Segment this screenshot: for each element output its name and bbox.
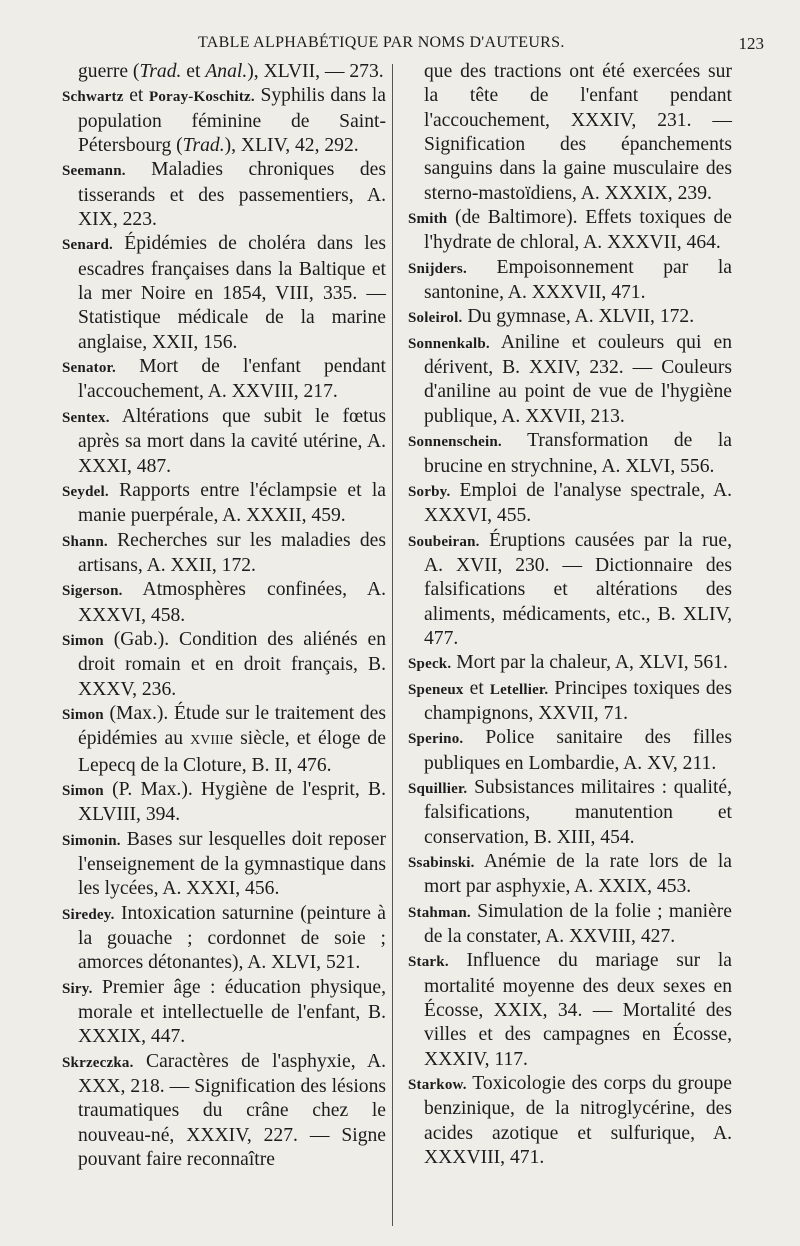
entry-text: Altérations que subit le fœtus après sa mort dans la cavité utérine, A. XXXI, 487.	[78, 405, 386, 477]
index-entry	[62, 405, 386, 479]
entry-text: Du gymnase, A. XLVII, 172.	[462, 306, 695, 328]
entry-text: et	[463, 677, 490, 699]
author-name: Seydel.	[62, 483, 109, 500]
index-entry	[408, 677, 732, 727]
index-entry	[62, 578, 386, 628]
author-name: Sonnenschein.	[408, 434, 502, 451]
author-name: Sorby.	[408, 483, 451, 500]
entry-text: ), XLIV, 42, 292.	[224, 135, 359, 157]
entry-text: Empoisonnement par la santonine, A. XXXVII, 471.	[424, 256, 732, 304]
entry-text: Influence du mariage sur la mortalité moyenne des deux sexes en Écosse, XXIX, 34. — Mortalité des villes et des campagnes en Écosse, XXXIV, 117.	[424, 950, 732, 1070]
author-name: Schwartz	[62, 89, 124, 106]
index-entry	[62, 628, 386, 702]
author-name: Simon	[62, 706, 104, 723]
entry-text: que des tractions ont été exercées sur la tête de l'enfant pendant l'accouchement, XXXIV, 231. — Signification des épanchements sanguins dans la gaine musculaire des sterno-mastoïdiens, A. XXXIX, 239.	[424, 61, 732, 204]
index-entry	[62, 479, 386, 529]
entry-text: Premier âge : éducation physique, morale et intellectuelle de l'enfant, B. XXXIX, 447.	[78, 976, 386, 1048]
entry-text: Anémie de la rate lors de la mort par asphyxie, A. XXIX, 453.	[424, 851, 732, 898]
entry-text: Subsistances militaires : qualité, falsifications, manutention et conservation, B. XIII, 454.	[424, 776, 732, 848]
index-entry	[408, 850, 732, 900]
entry-text: Éruptions causées par la rue, A. XVII, 230. — Dictionnaire des falsifications et altérations des aliments, médicaments, etc., B. XLIV, 477.	[424, 529, 732, 649]
author-name: Stark.	[408, 954, 449, 971]
entry-text: e siècle, et éloge de Lepecq de la Cloture, B. II, 476.	[78, 728, 386, 776]
index-entry	[408, 651, 732, 676]
author-name: Sigerson.	[62, 583, 123, 600]
running-title: TABLE ALPHABÉTIQUE PAR NOMS D'AUTEURS.	[198, 34, 565, 51]
entry-text: Syphilis dans la population féminine de Saint-Pétersbourg (	[78, 85, 387, 157]
author-name: Speck.	[408, 656, 452, 673]
entry-text: Bases sur lesquelles doit reposer l'enseignement de la gymnastique dans les lycées, A. XXXI, 456.	[78, 828, 386, 900]
entry-text: et	[123, 85, 149, 107]
author-name: Senator.	[62, 360, 116, 377]
entry-text: (P. Max.). Hygiène de l'esprit, B. XLVIII, 394.	[78, 778, 386, 826]
index-entry	[408, 479, 732, 529]
author-name: Squillier.	[408, 780, 468, 797]
index-entry	[408, 256, 732, 306]
entry-text: Rapports entre l'éclampsie et la manie puerpérale, A. XXXII, 459.	[78, 479, 386, 527]
index-entry	[408, 529, 732, 652]
index-entry	[408, 331, 732, 429]
index-entry	[62, 84, 386, 158]
entry-text: Épidémies de choléra dans les escadres françaises dans la Baltique et la mer Noire en 1854, VIII, 335. — Statistique médicale de la marine anglaise, XXII, 156.	[78, 233, 386, 353]
author-name: Soubeiran.	[408, 533, 480, 550]
author-name: Soleirol.	[408, 310, 463, 327]
entry-text: Recherches sur les maladies des artisans, A. XXII, 172.	[78, 529, 386, 576]
entry-text: Trad.	[182, 135, 225, 157]
index-entry	[62, 355, 386, 405]
entry-text: Toxicologie des corps du groupe benzinique, de la nitroglycérine, des acides azotique et sulfurique, A. XXXVIII, 471.	[424, 1073, 732, 1169]
index-entry	[62, 702, 386, 778]
author-name: Simon	[62, 632, 104, 649]
index-entry-continuation	[62, 60, 386, 84]
entry-text: guerre (	[78, 61, 140, 82]
author-name: Starkow.	[408, 1077, 467, 1094]
index-entry-continuation	[408, 60, 732, 206]
index-entry	[408, 429, 732, 479]
entry-text: Mort par la chaleur, A, XLVI, 561.	[451, 652, 728, 674]
entry-text: Transformation de la brucine en strychnine, A. XLVI, 556.	[424, 430, 732, 477]
entry-text: (Gab.). Condition des aliénés en droit romain et en droit français, B. XXXV, 236.	[78, 628, 386, 700]
author-name: Stahman.	[408, 904, 471, 921]
entry-text: Aniline et couleurs qui en dérivent, B. XXIV, 232. — Couleurs d'aniline au point de vue de l'hygiène publique, A. XXVII, 213.	[424, 331, 732, 427]
author-name: Seemann.	[62, 163, 126, 180]
index-entry	[408, 206, 732, 256]
entry-text: Atmosphères confinées, A. XXXVI, 458.	[78, 579, 386, 626]
entry-text: Trad.	[139, 61, 182, 82]
index-entry	[62, 828, 386, 902]
entry-text: Simulation de la folie ; manière de la constater, A. XXVIII, 427.	[424, 900, 732, 948]
index-entry	[408, 776, 732, 850]
entry-text: Mort de l'enfant pendant l'accouchement, A. XXVIII, 217.	[78, 356, 386, 403]
right-column	[408, 60, 732, 1170]
index-entry	[62, 778, 386, 828]
author-name: Sonnenkalb.	[408, 335, 490, 352]
index-entry	[62, 158, 386, 232]
author-name: Simonin.	[62, 832, 121, 849]
author-name: Ssabinski.	[408, 855, 475, 871]
index-entry	[62, 976, 386, 1050]
author-name: Simon	[62, 782, 104, 799]
entry-text: Principes toxiques des champignons, XXVII, 71.	[424, 677, 732, 724]
author-name: Sentex.	[62, 409, 110, 426]
co-author-name: Poray-Koschitz.	[148, 89, 255, 106]
index-entry	[62, 1050, 386, 1173]
entry-text: et	[181, 61, 206, 82]
index-entry	[408, 900, 732, 950]
author-name: Speneux	[408, 681, 464, 698]
co-author-name: Letellier.	[489, 681, 549, 698]
entry-text: (de Baltimore). Effets toxiques de l'hydrate de chloral, A. XXXVII, 464.	[424, 207, 732, 254]
entry-text: Intoxication saturnine (peinture à la gouache ; cordonnet de soie ; amorces détonantes), A. XLVI, 521.	[78, 902, 386, 974]
author-name: Smith	[408, 211, 448, 228]
author-name: Snijders.	[408, 260, 467, 277]
index-entry	[408, 949, 732, 1072]
entry-text: XVIII	[190, 733, 225, 749]
entry-text: (Max.). Étude sur le traitement des épidémies au	[78, 702, 386, 750]
index-entry	[408, 305, 732, 330]
index-entry	[62, 902, 386, 976]
entry-text: Police sanitaire des filles publiques en Lombardie, A. XV, 211.	[424, 727, 732, 774]
author-name: Sperino.	[408, 731, 464, 748]
page-header	[56, 34, 764, 58]
author-name: Siry.	[62, 980, 93, 997]
entry-text: Anal.	[205, 61, 248, 82]
entry-text: Emploi de l'analyse spectrale, A. XXXVI, 455.	[424, 479, 732, 527]
author-name: Siredey.	[62, 906, 115, 923]
entry-text: ), XLVII, — 273.	[247, 61, 384, 82]
index-entry	[62, 529, 386, 579]
author-name: Senard.	[62, 237, 113, 254]
index-entry	[408, 1072, 732, 1170]
page-number: 123	[738, 34, 764, 53]
author-name: Skrzeczka.	[62, 1054, 134, 1071]
entry-text: Caractères de l'asphyxie, A. XXX, 218. — Signification des lésions traumatiques du crâne chez le nouveau-né, XXXIV, 227. — Signe pouvant faire reconnaître	[78, 1050, 386, 1171]
author-name: Shann.	[62, 533, 108, 550]
column-divider	[392, 64, 393, 1226]
index-entry	[62, 232, 386, 355]
left-column	[62, 60, 386, 1172]
entry-text: Maladies chroniques des tisserands et des passementiers, A. XIX, 223.	[78, 159, 386, 231]
index-entry	[408, 726, 732, 776]
